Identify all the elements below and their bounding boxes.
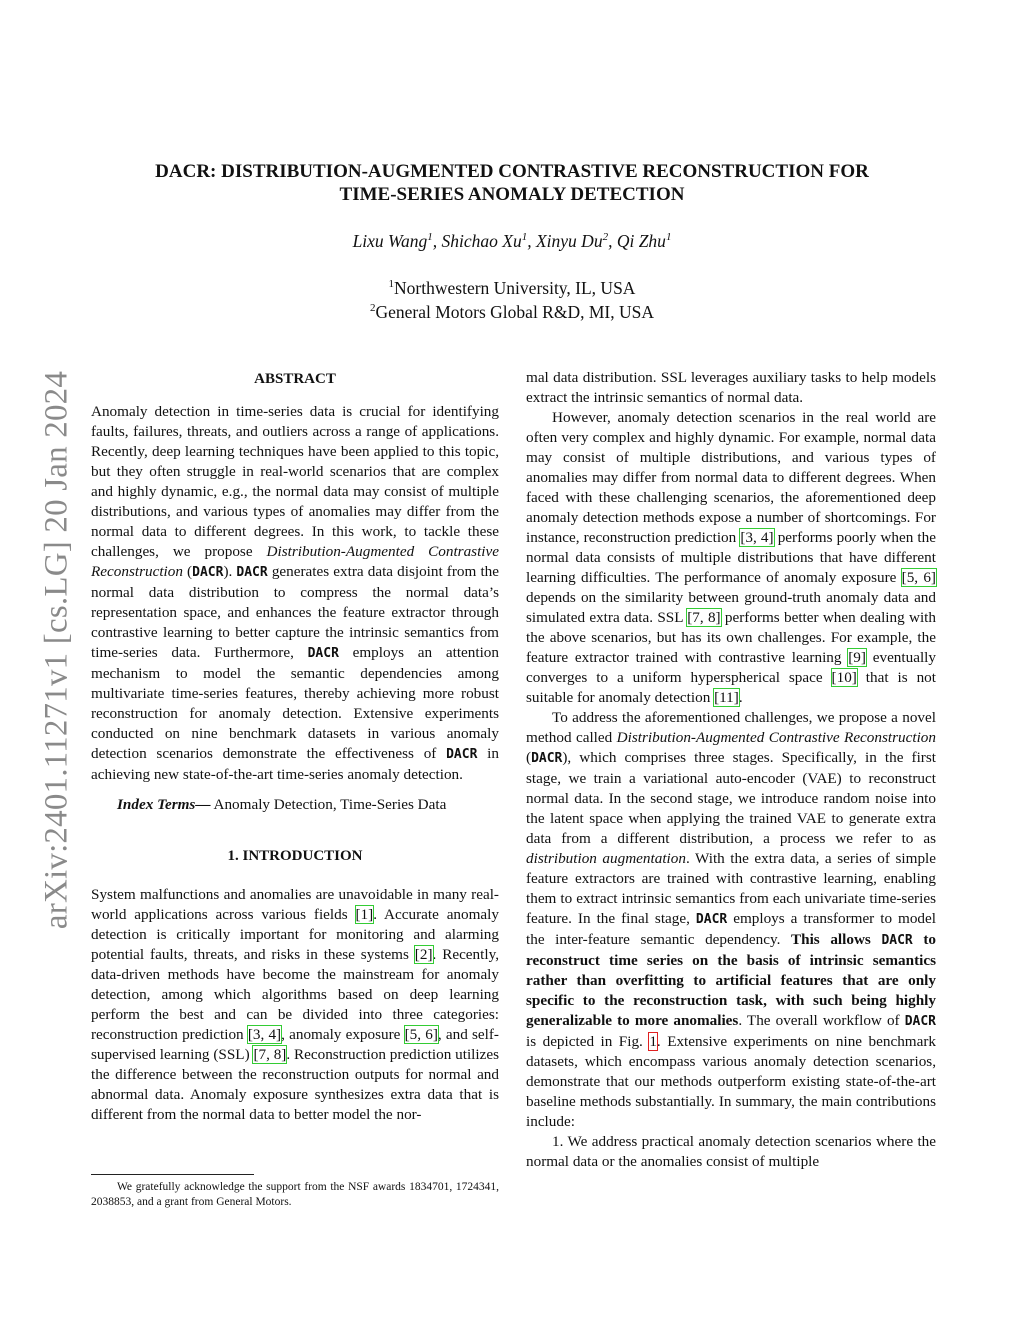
right-column	[526, 368, 936, 1172]
affil-name: Northwestern University, IL, USA	[394, 278, 636, 298]
dacr-term: DACR	[446, 747, 478, 762]
author-name: Qi Zhu	[616, 231, 666, 251]
body-text: that is not suitable for anomaly detection	[526, 669, 936, 706]
citation-link[interactable]: [10]	[831, 669, 857, 686]
intro-text: , anomaly exposure	[281, 1026, 405, 1043]
body-text: ), which comprises three stages. Specifically, in the first stage, we train a variational auto-encoder (VAE) to reconstruct normal data. In the second stage, we introduce random noise into the latent space when applying the trained VAE to generate extra data from a different distribution, a process we refer to as	[526, 749, 936, 847]
abstract-part: in achieving new state-of-the-art time-series anomaly detection.	[91, 745, 499, 783]
footnote: We gratefully acknowledge the support from the NSF awards 1834701, 1724341, 2038853, and a grant from General Motors.	[91, 1181, 499, 1208]
citation-link[interactable]: [3, 4]	[740, 529, 774, 546]
affiliation-1	[0, 278, 1024, 299]
citation-link[interactable]: [5, 6]	[901, 569, 936, 586]
index-terms-label: Index Terms—	[117, 796, 211, 813]
intro-text: System malfunctions and anomalies are unavoidable in many real-world applications across various fields	[91, 886, 499, 923]
method-name: Distribution-Augmented Contrastive Reconstruction	[91, 543, 500, 580]
body-text: . Extensive experiments on nine benchmark datasets, which encompass various anomaly detection scenarios, demonstrate that our methods outperform existing state-of-the-art baseline methods substantially. In summary, the main contributions include:	[526, 1033, 936, 1130]
footnote-divider	[91, 1174, 254, 1175]
citation-link[interactable]: [5, 6]	[404, 1026, 438, 1043]
body-text: . With the extra data, a series of simple feature extractors are trained with contrastive learning, enabling them to extract intrinsic semantics from each univariate time-series feature. In the final stage,	[526, 850, 936, 927]
body-text: .	[738, 689, 743, 706]
affil-number: 2	[369, 302, 376, 315]
author-name: Lixu Wang	[352, 231, 428, 251]
left-column	[91, 368, 499, 1125]
paragraph: mal data distribution. SSL leverages auxiliary tasks to help models extract the intrinsic semantics of normal data.	[526, 369, 936, 406]
dacr-term: DACR	[904, 1014, 936, 1029]
abstract-text	[91, 402, 499, 785]
intro-text: , and self-supervised learning (SSL)	[91, 1026, 499, 1063]
abstract-part: (	[182, 563, 193, 580]
citation-link[interactable]: [11]	[714, 689, 739, 706]
author-name: Xinyu Du	[535, 231, 603, 251]
intro-text: . Recently, data-driven methods have become the mainstream for anomaly detection, among which algorithms based on deep learning perform the best and can be divided into three categories: reconstruction prediction	[91, 946, 499, 1043]
title-line-2: TIME-SERIES ANOMALY DETECTION	[339, 184, 685, 205]
title-line-1: DACR: DISTRIBUTION-AUGMENTED CONTRASTIVE RECONSTRUCTION FOR	[155, 161, 869, 182]
intro-text: . Accurate anomaly detection is critically important for monitoring and alarming potential faults, threats, and risks in these systems	[91, 906, 499, 963]
citation-link[interactable]: [7, 8]	[687, 609, 721, 626]
body-text: However, anomaly detection scenarios in the real world are often very complex and highly dynamic. For example, normal data may consist of multiple distributions, and various types of anomalies may differ from normal data to different degrees. When faced with these challenging scenarios, the aforementioned deep anomaly detection methods expose a number of shortcomings. For instance, reconstruction prediction	[526, 409, 936, 546]
abstract-part: generates extra data disjoint from the normal data distribution to compress the normal data’s representation space, and enhances the feature extractor through contrastive learning to better capture the intrinsic semantics from time-series data. Furthermore,	[91, 563, 499, 661]
dacr-term: DACR	[695, 912, 728, 927]
affil-number: 1	[388, 278, 395, 291]
citation-link[interactable]: [9]	[848, 649, 866, 666]
index-terms	[91, 795, 499, 815]
author-affil-mark: 1	[665, 231, 672, 244]
citation-link[interactable]: [1]	[355, 906, 374, 923]
body-text: is depicted in Fig.	[526, 1033, 650, 1050]
introduction-heading: 1. INTRODUCTION	[227, 848, 363, 864]
affiliation-2	[0, 302, 1024, 323]
body-text: . The overall workflow of	[738, 1012, 905, 1029]
author-affil-mark: 1	[427, 231, 433, 244]
abstract-part: ).	[223, 563, 233, 580]
contribution-item: 1. We address practical anomaly detection scenarios where the normal data or the anomalies consist of multiple	[526, 1133, 936, 1170]
citation-link[interactable]: [3, 4]	[247, 1026, 282, 1043]
body-text: performs poorly when the normal data consists of multiple distributions that have different learning difficulties. The performance of anomaly exposure	[526, 529, 936, 586]
paragraph	[526, 708, 936, 1132]
bold-text: to reconstruct time series on the basis of intrinsic semantics rather than overfitting to artificial features that are only specific to the reconstruction task, with such being highly generalizable to more anomalies	[526, 931, 937, 1029]
dacr-term: DACR	[307, 646, 339, 661]
paragraph	[526, 408, 936, 708]
dacr-term: DACR	[881, 933, 913, 948]
body-text: eventually converges to a uniform hyperspherical space	[526, 649, 936, 686]
method-name: Distribution-Augmented Contrastive Reconstruction	[616, 729, 936, 746]
abstract-part: Anomaly detection in time-series data is crucial for identifying faults, failures, threats, and outliers across a range of applications. Recently, deep learning techniques have been applied to this topic, but they often struggle in real-world scenarios that are complex and highly dynamic, e.g., the normal data may consist of multiple distributions, and various types of anomalies may differ from the normal data to different degrees. In this work, to tackle these challenges, we propose	[91, 403, 499, 560]
author-affil-mark: 1	[521, 231, 528, 244]
author-affil-mark: 2	[602, 231, 609, 244]
body-text: depends on the similarity between ground-truth anomaly data and simulated extra data. SSL	[526, 589, 936, 626]
bold-text: This allows	[791, 931, 882, 948]
introduction-paragraph	[91, 885, 499, 1125]
body-text: (	[526, 749, 532, 766]
arxiv-identifier: arXiv:2401.11271v1 [cs.LG] 20 Jan 2024	[38, 370, 75, 930]
citation-link[interactable]: [7, 8]	[253, 1046, 287, 1063]
intro-text: . Reconstruction prediction utilizes the difference between the reconstruction outputs for normal and abnormal data. Anomaly exposure synthesizes extra data that is different from the normal data to better model the nor-	[91, 1046, 500, 1123]
citation-link[interactable]: [2]	[414, 946, 433, 963]
body-text: employs a transformer to model the inter-feature semantic dependency.	[526, 910, 936, 948]
emphasis: distribution augmentation	[526, 850, 686, 867]
dacr-term: DACR	[531, 751, 563, 766]
abstract-heading: ABSTRACT	[254, 371, 336, 387]
body-text: performs better when dealing with the above scenarios, but has its own challenges. For example, the feature extractor trained with contrastive learning	[526, 609, 936, 666]
author-name: Shichao Xu	[441, 231, 522, 251]
author-list: Lixu Wang$^1$, Shichao Xu$^1$, Xinyu Du$^2$, Qi Zhu$^1$	[352, 231, 672, 251]
abstract-part: employs an attention mechanism to model the semantic dependencies among multivariate time-series features, thereby achieving more robust reconstruction for anomaly detection. Extensive experiments conducted on nine benchmark datasets in various anomaly detection scenarios demonstrate the effectiveness of	[91, 644, 499, 762]
index-terms-text: Anomaly Detection, Time-Series Data	[210, 796, 447, 813]
affil-name: General Motors Global R&D, MI, USA	[375, 302, 654, 322]
paper-title	[0, 160, 1024, 206]
dacr-term: DACR	[192, 565, 224, 580]
figure-link[interactable]: 1	[649, 1033, 657, 1050]
body-text: To address the aforementioned challenges, we propose a novel method called	[526, 709, 936, 746]
dacr-term: DACR	[236, 565, 268, 580]
